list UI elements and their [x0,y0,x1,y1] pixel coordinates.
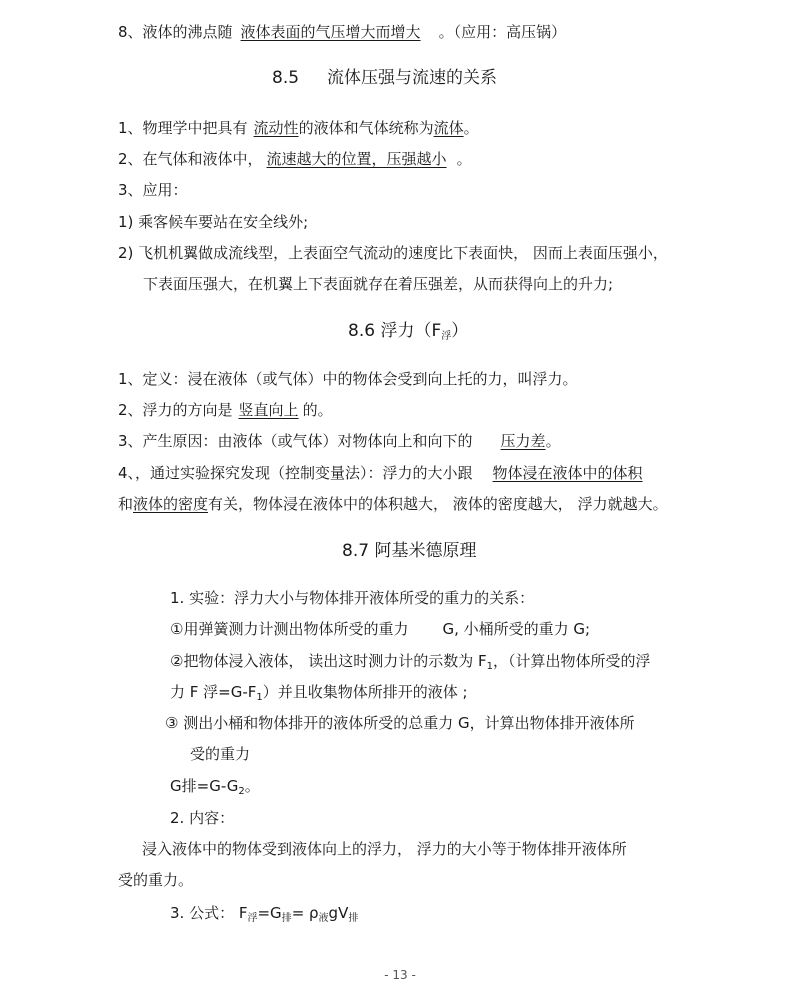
underlined-answer: 流体 [433,119,464,137]
text-line-step-2: ②把物体浸入液体， 读出这时测力计的示数为 $F_1$，（计算出物体所受的浮 [170,652,651,672]
page-number: - 13 - [384,968,416,982]
section-heading-8-6: 8.6 浮力$(F_浮)$ [348,321,469,342]
section-heading-8-5: 8.5 流体压强与流速的关系 [272,68,498,88]
text-line-wing-2: 下表面压强大，在机翼上下表面就存在着压强差，从而获得向上的升力; [143,275,614,293]
text-line-buoyancy-factors-2: 和液体的密度有关，物体浸在液体中的体积越大， 液体的密度越大， 浮力就越大。 [118,495,668,513]
text-line-archimedes-1: 浸入液体中的物体受到液体向上的浮力， 浮力的大小等于物体排开液体所 [142,840,627,858]
underlined-answer: 液体的密度 [133,495,209,513]
text-line-buoyancy-factors-1: 4、，通过实验探究发现（控制变量法）：浮力的大小跟 物体浸在液体中的体积 [118,464,643,482]
underlined-answer: 物体浸在液体中的体积 [492,464,643,482]
text-line-wing-1: 2) 飞机机翼做成流线型，上表面空气流动的速度比下表面快， 因而上表面压强小， [118,244,668,262]
text-line-step-1: ①用弹簧测力计测出物体所受的重力 G, 小桶所受的重力 G; [170,620,591,638]
text-line-applications: 3、应用： [118,181,188,199]
text-line-buoyancy-direction: 2、浮力的方向是 竖直向上 的。 [118,401,333,419]
text-line-fluid-definition: 1、物理学中把具有 流动性的液体和气体统称为流体。 [118,119,479,137]
text-line-buoyancy-cause: 3、产生原因：由液体（或气体）对物体向上和向下的 压力差。 [118,432,561,450]
text-line-safety-line: 1) 乘客候车要站在安全线外; [118,213,309,231]
text-line-step-2-cont: 力 F 浮$=G-F_1$）并且收集物体所排开的液体 ; [170,683,468,703]
text-line-formula: 3. 公式： $F_浮=G_排= \rho_液gV_排$ [170,904,359,924]
text-line-step-3-cont: 受的重力 [190,745,251,763]
text-line-content-label: 2. 内容： [170,809,235,827]
text-line-archimedes-2: 受的重力。 [118,871,194,889]
text-line-flow-speed: 2、在气体和液体中， 流速越大的位置，压强越小 。 [118,150,472,168]
text-line-step-3: ③ 测出小桶和物体排开的液体所受的总重力 G，计算出物体排开液体所 [165,714,635,732]
section-heading-8-7: 8.7 阿基米德原理 [342,541,477,561]
underlined-answer: 竖直向上 [238,401,299,419]
text-line-experiment: 1. 实验：浮力大小与物体排开液体所受的重力的关系： [170,589,535,607]
text-line-buoyancy-definition: 1、定义：浸在液体（或气体）中的物体会受到向上托的力，叫浮力。 [118,370,578,388]
underlined-answer: 流速越大的位置，压强越小 [266,150,447,168]
underlined-answer: 压力差 [500,432,546,450]
text-line-g-displaced: G排$=G-G_2$。 [170,777,260,797]
text-line-boiling-point: 8、液体的沸点随 液体表面的气压增大而增大 。（应用：高压锅） [118,23,567,41]
underlined-answer: 液体表面的气压增大而增大 [240,23,421,41]
underlined-answer: 流动性 [253,119,299,137]
